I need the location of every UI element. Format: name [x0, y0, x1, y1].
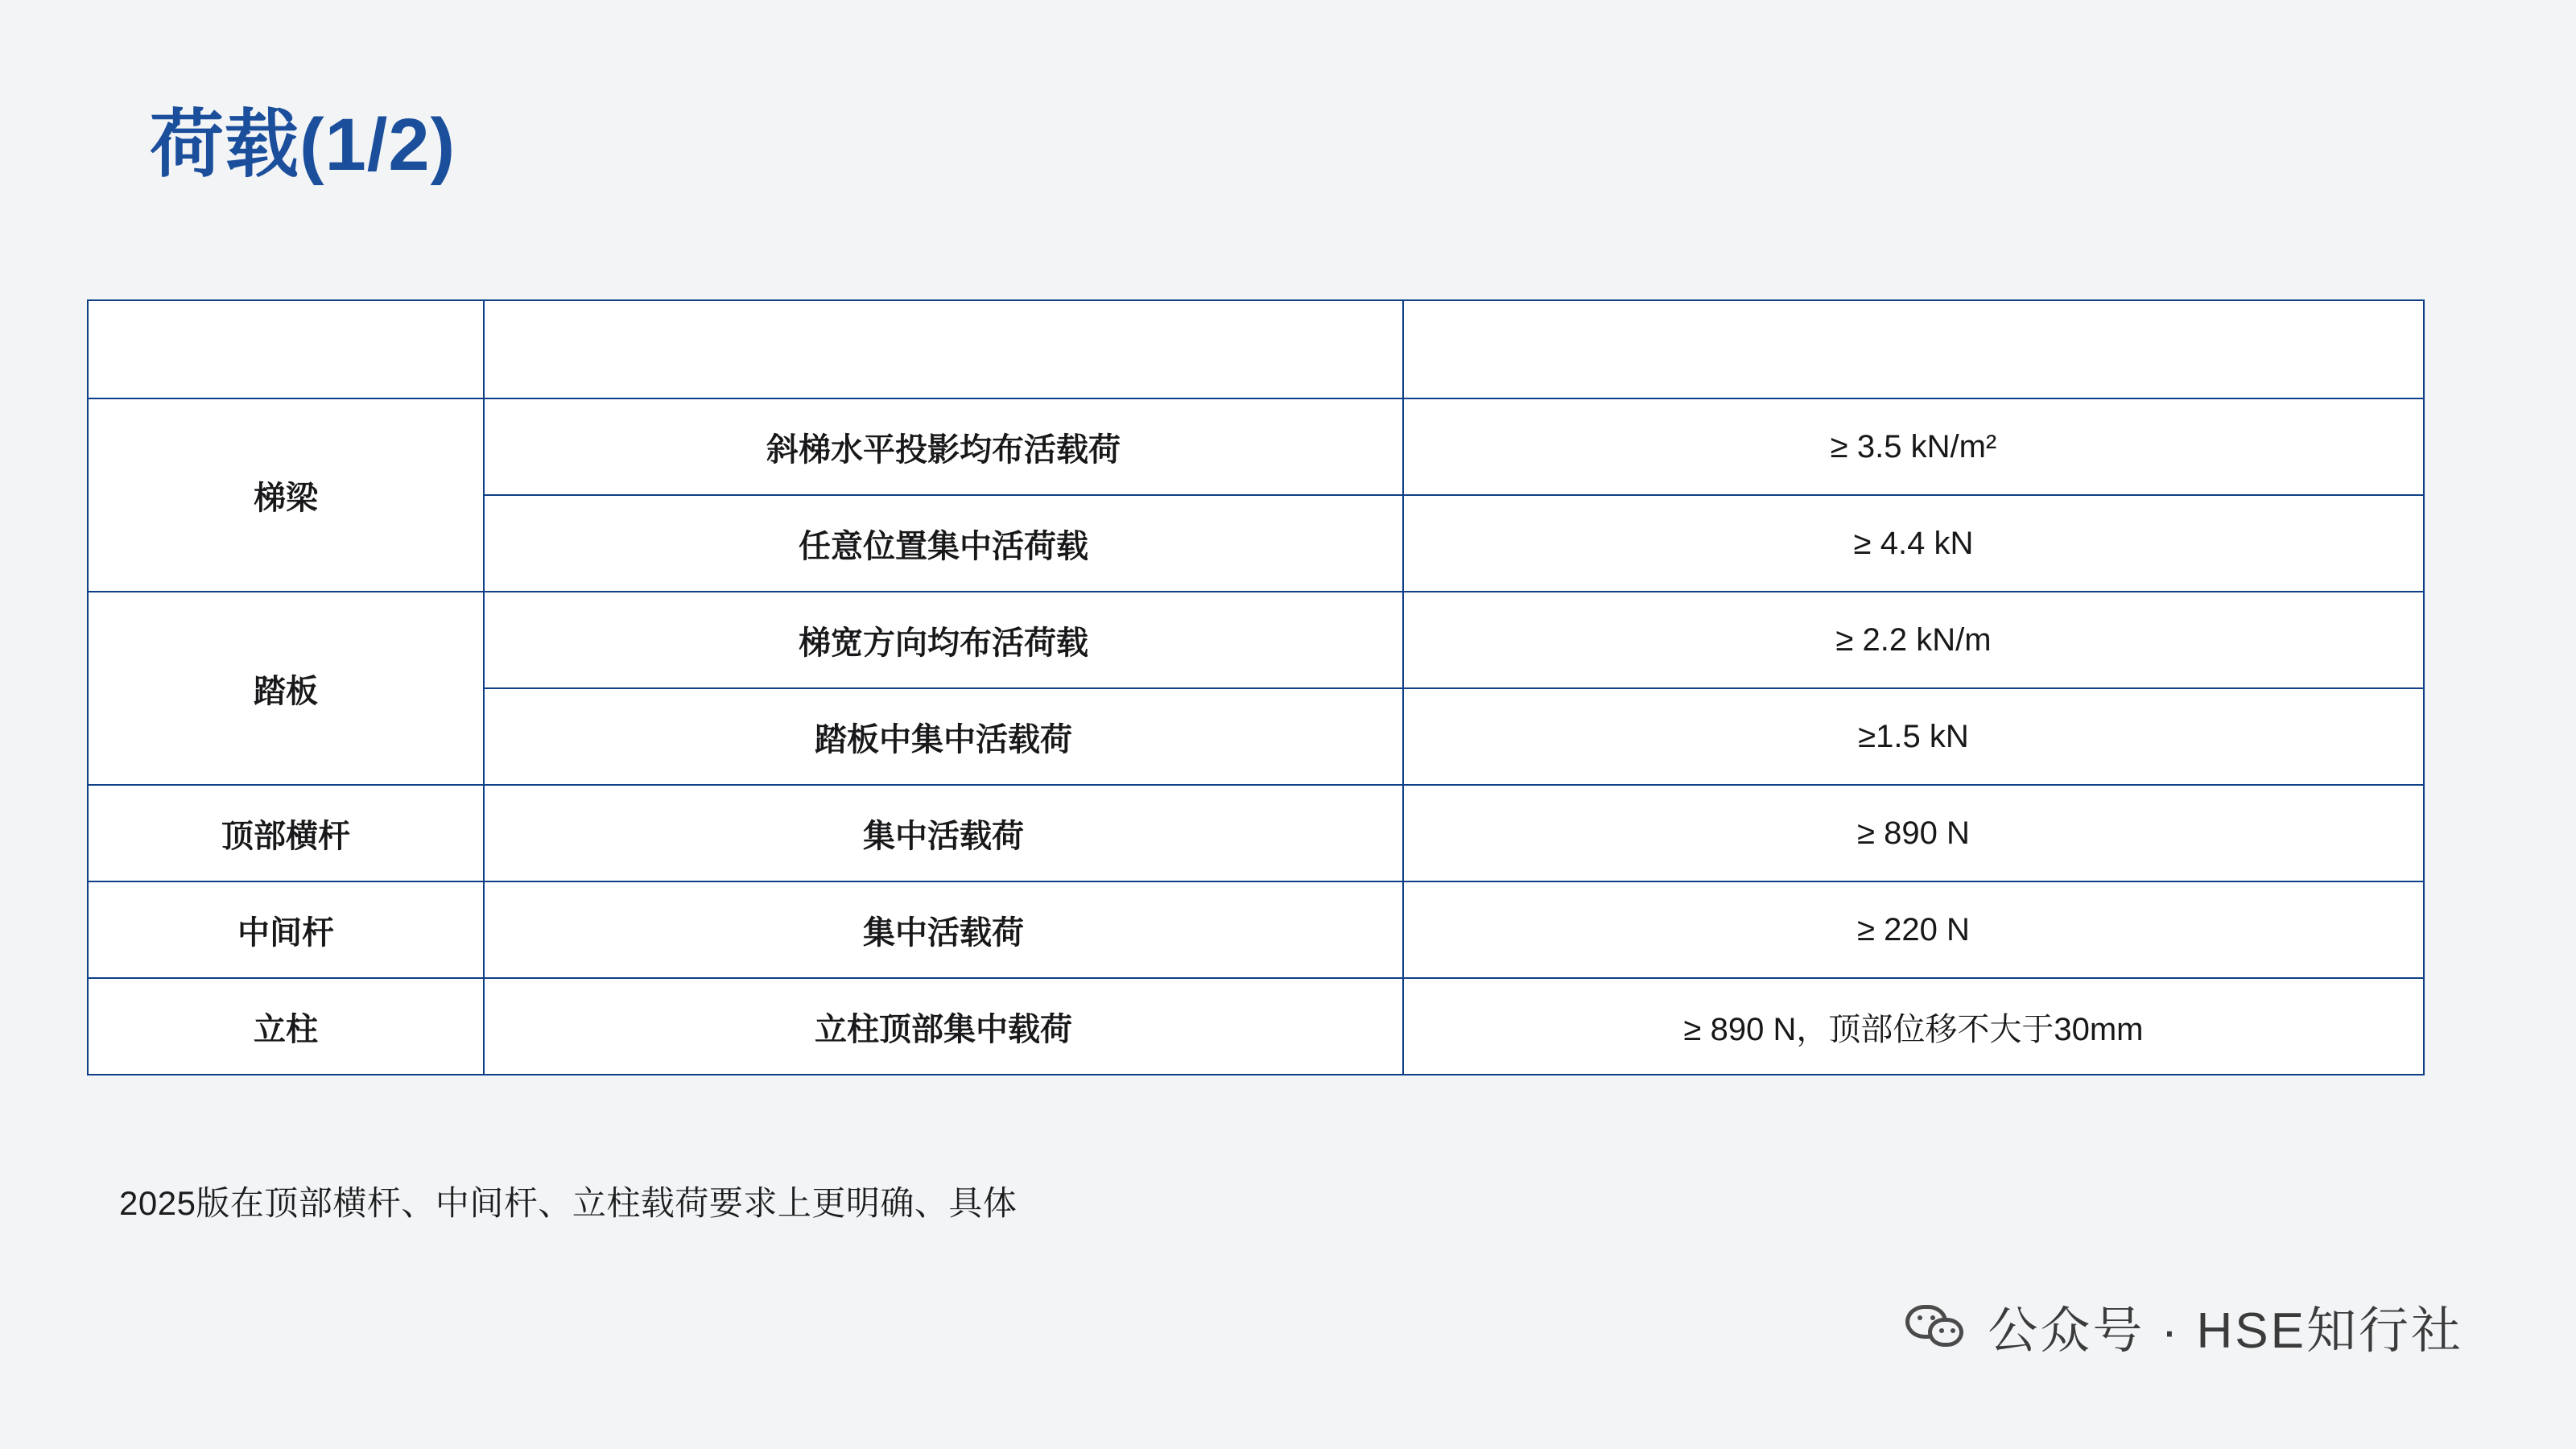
- cell-value: ≥ 4.4 kN: [1403, 495, 2424, 592]
- cell-position: 立柱: [88, 978, 484, 1075]
- cell-load-type: 踏板中集中活载荷: [484, 688, 1403, 785]
- cell-load-type: 集中活载荷: [484, 881, 1403, 978]
- cell-load-type: 任意位置集中活荷载: [484, 495, 1403, 592]
- footnote-text: 2025版在顶部横杆、中间杆、立柱载荷要求上更明确、具体: [119, 1184, 1018, 1222]
- cell-position: 踏板: [88, 592, 484, 785]
- cell-load-type: 斜梯水平投影均布活载荷: [484, 398, 1403, 495]
- table-body: [88, 398, 2424, 1075]
- table-row: [88, 592, 2424, 688]
- load-table-wrapper: [87, 299, 2418, 1075]
- column-header-2025-version: 2025版: [1403, 300, 2424, 398]
- cell-load-type: 集中活载荷: [484, 785, 1403, 881]
- cell-position: 顶部横杆: [88, 785, 484, 881]
- table-row: [88, 978, 2424, 1075]
- cell-value: ≥ 890 N，顶部位移不大于30mm: [1403, 978, 2424, 1075]
- cell-value: ≥1.5 kN: [1403, 688, 2424, 785]
- cell-value: ≥ 2.2 kN/m: [1403, 592, 2424, 688]
- column-header-load-type: 载荷类型: [484, 300, 1403, 398]
- cell-position: 梯梁: [88, 398, 484, 592]
- table-header-row: [88, 300, 2424, 398]
- watermark-text: 公众号 · HSE知行社: [1988, 1303, 2463, 1359]
- cell-load-type: 梯宽方向均布活荷载: [484, 592, 1403, 688]
- cell-position: 中间杆: [88, 881, 484, 978]
- page-title: 荷载(1/2): [150, 104, 456, 186]
- cell-load-type: 立柱顶部集中载荷: [484, 978, 1403, 1075]
- table-row: [88, 785, 2424, 881]
- table-row: [88, 398, 2424, 495]
- cell-value: ≥ 220 N: [1403, 881, 2424, 978]
- watermark: [1905, 1290, 2463, 1362]
- table-header: [88, 300, 2424, 398]
- cell-value: ≥ 3.5 kN/m²: [1403, 398, 2424, 495]
- column-header-position: 位置: [88, 300, 484, 398]
- table-row: [88, 881, 2424, 978]
- load-table: [87, 299, 2425, 1075]
- cell-value: ≥ 890 N: [1403, 785, 2424, 881]
- wechat-icon: [1905, 1302, 1965, 1352]
